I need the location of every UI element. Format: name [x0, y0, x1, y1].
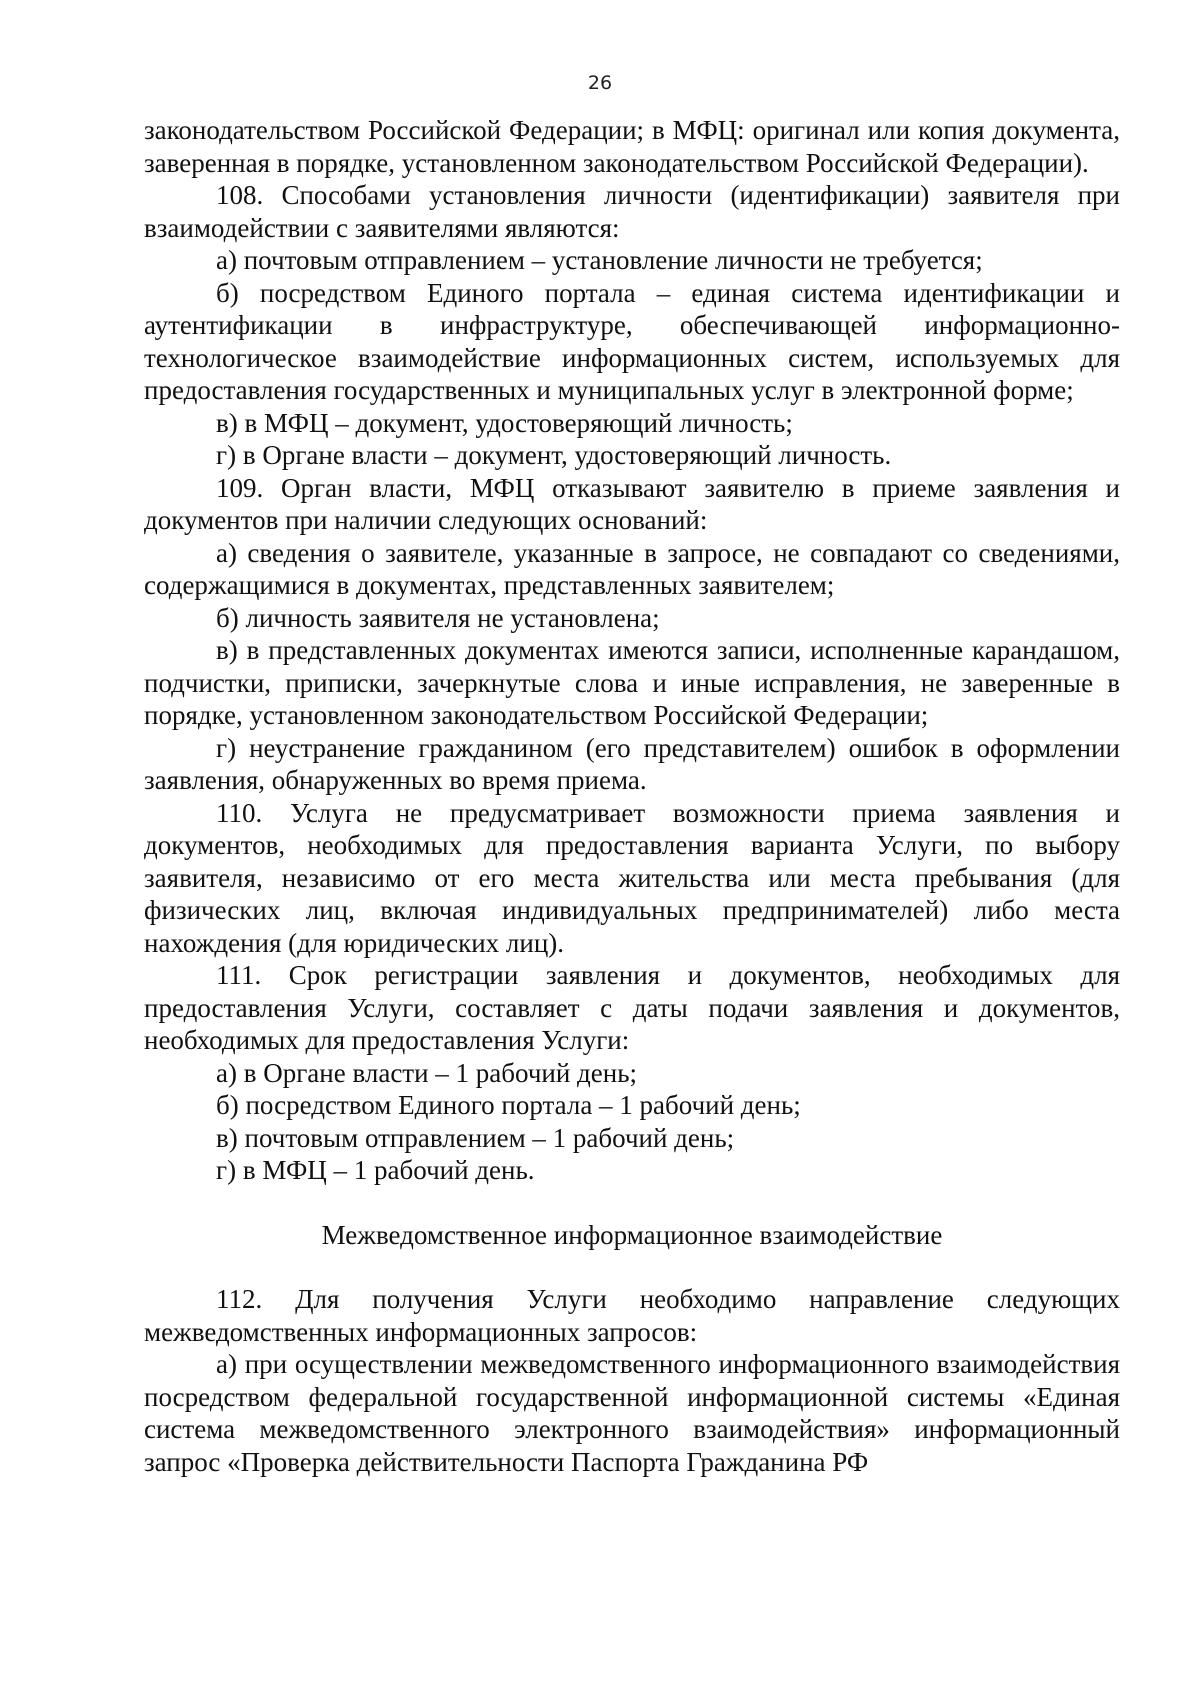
- paragraph: законодательством Российской Федерации; в МФЦ: оригинал или копия документа, заверенная в порядке, установленном законодательством Российской Федерации).: [144, 115, 1120, 178]
- list-item: а) почтовым отправлением – установление личности не требуется;: [216, 245, 983, 275]
- page-number: 26: [587, 72, 613, 94]
- paragraphs-bottom: [144, 1283, 1120, 1478]
- section-heading: Межведомственное информационное взаимодействие: [321, 1219, 943, 1250]
- paragraph-111: 111. Срок регистрации заявления и документов, необходимых для предоставления Услуги, составляет с даты подачи заявления и документов, необходимых для предоставления Услуги:: [144, 960, 1120, 1055]
- list-item: в) в представленных документах имеются записи, исполненные карандашом, подчистки, приписки, зачеркнутые слова и иные исправления, не заверенные в порядке, установленном законодательством Российской Федерации;: [144, 635, 1120, 730]
- paragraph-108: 108. Способами установления личности (идентификации) заявителя при взаимодействии с заявителями являются:: [144, 180, 1120, 243]
- list-item: б) посредством Единого портала – единая система идентификации и аутентификации в инфраструктуре, обеспечивающей информационно-технологическое взаимодействие информационных систем, используемых для предоставления государственных и муниципальных услуг в электронной форме;: [144, 277, 1120, 405]
- paragraph-110: 110. Услуга не предусматривает возможности приема заявления и документов, необходимых для предоставления варианта Услуги, по выбору заявителя, независимо от его места жительства или места пребывания (для физических лиц, включая индивидуальных предпринимателей) либо места нахождения (для юридических лиц).: [144, 797, 1120, 958]
- list-item: г) в Органе власти – документ, удостоверяющий личность.: [216, 440, 892, 470]
- list-item: в) почтовым отправлением – 1 рабочий день;: [216, 1122, 735, 1153]
- paragraph-109: 109. Орган власти, МФЦ отказывают заявителю в приеме заявления и документов при наличии следующих оснований:: [144, 472, 1120, 535]
- list-item: а) в Органе власти – 1 рабочий день;: [216, 1057, 638, 1088]
- list-item: б) личность заявителя не установлена;: [216, 602, 660, 633]
- document-body: [144, 114, 1120, 1478]
- list-item: а) сведения о заявителе, указанные в запросе, не совпадают со сведениями, содержащимися в документах, представленных заявителем;: [144, 537, 1120, 600]
- paragraphs-top: [144, 114, 1120, 1187]
- list-item: г) в МФЦ – 1 рабочий день.: [216, 1155, 535, 1185]
- list-item: а) при осуществлении межведомственного информационного взаимодействия посредством федеральной государственной информационной системы «Единая система межведомственного электронного взаимодействия» информационный запрос «Проверка действительности Паспорта Гражданина РФ: [144, 1349, 1120, 1477]
- list-item: г) неустранение гражданином (его представителем) ошибок в оформлении заявления, обнаруженных во время приема.: [144, 732, 1120, 795]
- list-item: в) в МФЦ – документ, удостоверяющий личность;: [216, 407, 793, 438]
- list-item: б) посредством Единого портала – 1 рабочий день;: [216, 1090, 801, 1120]
- paragraph-112: 112. Для получения Услуги необходимо направление следующих межведомственных информационных запросов:: [144, 1284, 1120, 1347]
